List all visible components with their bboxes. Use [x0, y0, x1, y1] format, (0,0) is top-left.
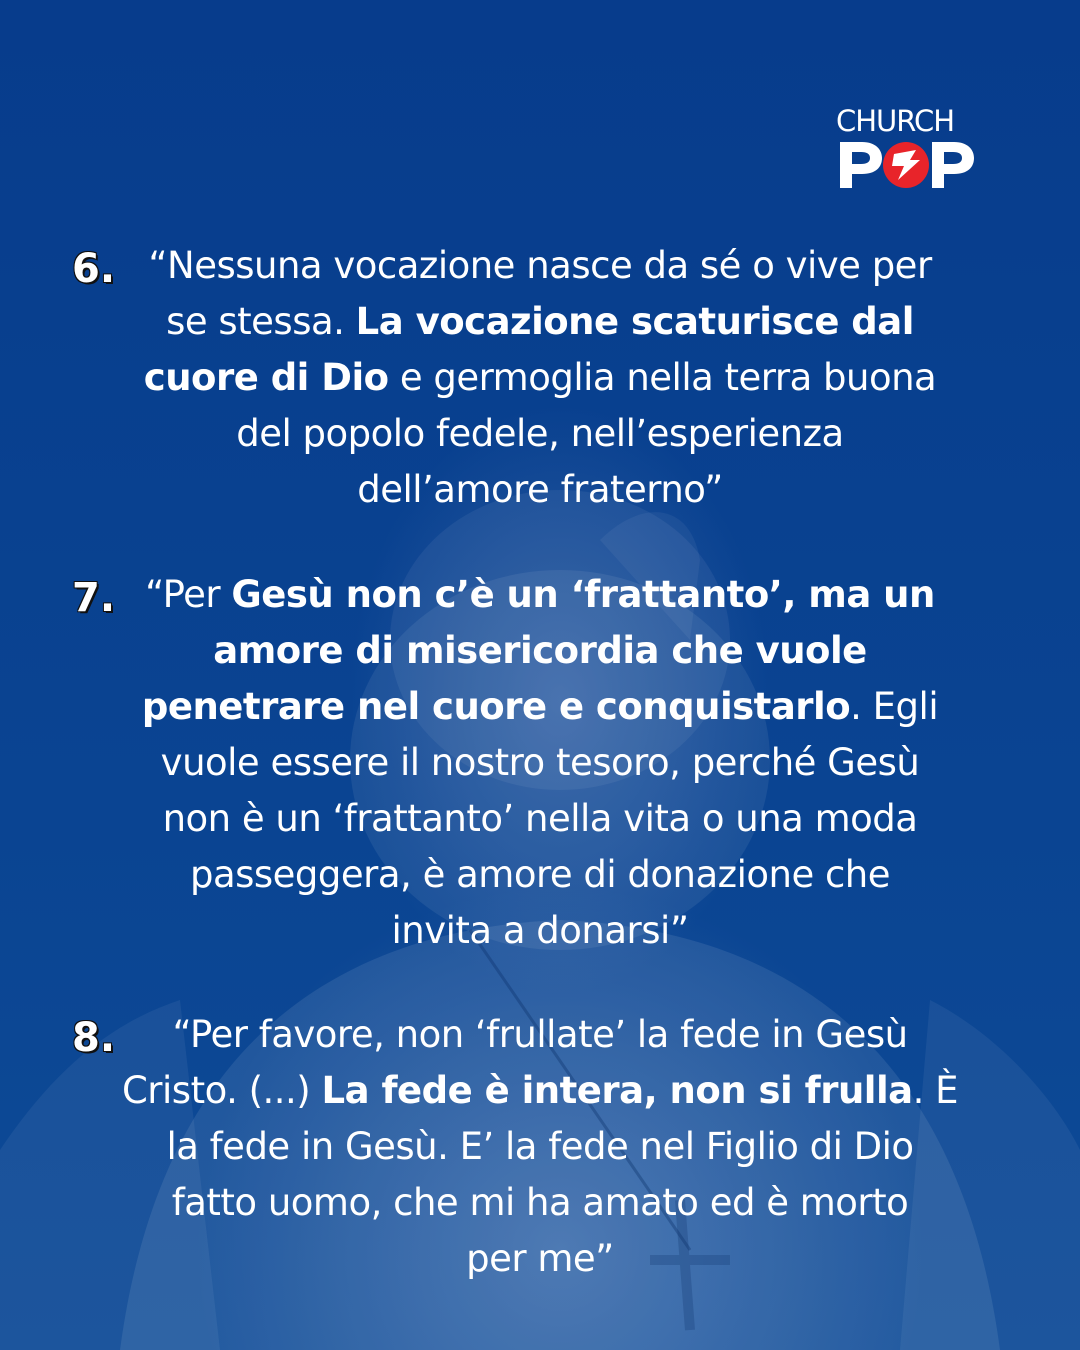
text: vuole essere il nostro tesoro, perché Gesù	[160, 741, 920, 784]
text: del popolo fedele, nell’esperienza	[236, 412, 844, 455]
bold-text: amore di misericordia che vuole	[213, 629, 867, 672]
quote-line	[110, 350, 970, 406]
text: “Per favore, non ‘frullate’ la fede in Gesù	[172, 1013, 908, 1056]
text: fatto uomo, che mi ha amato ed è morto	[171, 1181, 909, 1224]
text: invita a donarsi”	[391, 909, 689, 952]
quote-line	[110, 1119, 970, 1175]
quote-line	[110, 1007, 970, 1063]
bold-text: Gesù non c’è un ‘frattanto’, ma un	[231, 573, 935, 616]
quote-line	[110, 679, 970, 735]
quote-line	[110, 903, 970, 959]
quote-line	[110, 847, 970, 903]
text: e germoglia nella terra buona	[388, 356, 937, 399]
text: per me”	[466, 1237, 614, 1280]
text: “Nessuna vocazione nasce da sé o vive per	[148, 244, 932, 287]
text: . Egli	[850, 685, 939, 728]
quote-number: 7.	[72, 575, 116, 621]
text: Cristo. (...)	[121, 1069, 322, 1112]
quote-line	[110, 1231, 970, 1287]
quote-line	[110, 1063, 970, 1119]
quote-line	[110, 294, 970, 350]
text: se stessa.	[166, 300, 356, 343]
text: passeggera, è amore di donazione che	[189, 853, 891, 896]
quote-number: 6.	[72, 246, 116, 292]
quote-line	[110, 623, 970, 679]
bold-text: cuore di Dio	[143, 356, 389, 399]
quote-line	[110, 462, 970, 518]
quote-line	[110, 1175, 970, 1231]
quote-line	[110, 238, 970, 294]
text: . È	[912, 1069, 959, 1112]
bold-text: La vocazione scaturisce dal	[355, 300, 914, 343]
quote-line	[110, 791, 970, 847]
quote-line	[110, 567, 970, 623]
text: non è un ‘frattanto’ nella vita o una moda	[162, 797, 918, 840]
churchpop-logo	[836, 106, 976, 192]
bold-text: penetrare nel cuore e conquistarlo	[141, 685, 851, 728]
bold-text: La fede è intera, non si frulla	[321, 1069, 913, 1112]
text: la fede in Gesù. E’ la fede nel Figlio di Dio	[166, 1125, 914, 1168]
logo-wordmark-top: CHURCH	[836, 104, 955, 138]
text: “Per	[145, 573, 232, 616]
logo-wordmark-pop	[836, 136, 976, 192]
quote-line	[110, 735, 970, 791]
quote-line	[110, 406, 970, 462]
text: dell’amore fraterno”	[357, 468, 723, 511]
quote-number: 8.	[72, 1015, 116, 1061]
